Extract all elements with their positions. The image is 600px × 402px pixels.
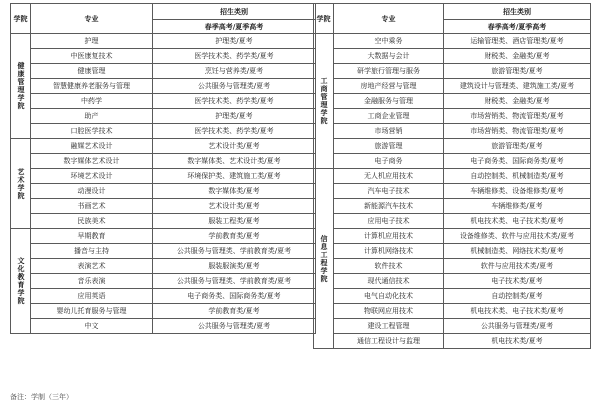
college-label: 文化教育学院 <box>17 257 25 305</box>
left-half <box>10 3 316 334</box>
major-cell: 助产 <box>31 109 153 124</box>
exam-type-cell: 自动控制类、机械制造类/夏考 <box>444 169 591 184</box>
exam-type-cell: 电子商务类、国际商务类/夏考 <box>444 154 591 169</box>
major-cell: 护理 <box>31 34 153 49</box>
exam-type-cell: 设备维修类、软件与应用技术类/夏考 <box>444 229 591 244</box>
table-row <box>11 259 316 274</box>
table-row <box>11 94 316 109</box>
table-row <box>314 334 591 349</box>
college-name <box>11 34 31 139</box>
major-cell: 中文 <box>31 319 153 334</box>
major-cell: 早期教育 <box>31 229 153 244</box>
college-name <box>314 169 334 349</box>
exam-type-cell: 数字媒体类/夏考 <box>153 184 316 199</box>
major-cell: 应用电子技术 <box>334 214 444 229</box>
exam-type-cell: 车辆维修类/夏考 <box>444 199 591 214</box>
table-row <box>11 184 316 199</box>
exam-type-cell: 电子技术类/夏考 <box>444 274 591 289</box>
exam-type-cell: 电子商务类、国际商务类/夏考 <box>153 289 316 304</box>
table-row <box>11 79 316 94</box>
major-cell: 汽车电子技术 <box>334 184 444 199</box>
table-row <box>11 139 316 154</box>
major-cell: 书画艺术 <box>31 199 153 214</box>
exam-type-cell: 机电技术类、电子技术类/夏考 <box>444 214 591 229</box>
major-cell: 电子商务 <box>334 154 444 169</box>
exam-type-cell: 环境保护类、建筑施工类/夏考 <box>153 169 316 184</box>
table-row <box>314 244 591 259</box>
major-cell: 播音与主持 <box>31 244 153 259</box>
major-cell: 软件技术 <box>334 259 444 274</box>
exam-type-cell: 市场营销类、物流管理类/夏考 <box>444 124 591 139</box>
major-cell: 计算机网络技术 <box>334 244 444 259</box>
table-row <box>314 124 591 139</box>
exam-type-header: 春季高考/夏季高考 <box>153 20 316 34</box>
exam-type-cell: 公共服务与管理类/夏考 <box>153 79 316 94</box>
exam-type-cell: 医学技术类、药学类/夏考 <box>153 124 316 139</box>
college-label: 工商管理学院 <box>320 77 328 125</box>
table-row <box>11 49 316 64</box>
table-row <box>314 64 591 79</box>
major-cell: 工商企业管理 <box>334 109 444 124</box>
table-row <box>11 319 316 334</box>
exam-type-cell: 机电技术类/夏考 <box>444 334 591 349</box>
exam-type-cell: 护理类/夏考 <box>153 34 316 49</box>
college-label: 艺术学院 <box>17 167 25 200</box>
exam-type-cell: 护理类/夏考 <box>153 109 316 124</box>
major-cell: 动漫设计 <box>31 184 153 199</box>
major-cell: 融媒艺术设计 <box>31 139 153 154</box>
table-row <box>314 289 591 304</box>
enrollment-table-document <box>10 3 590 391</box>
table-row <box>314 34 591 49</box>
right-table <box>313 3 591 349</box>
major-cell: 婴幼儿托育服务与管理 <box>31 304 153 319</box>
table-row <box>314 169 591 184</box>
exam-type-cell: 学前教育类/夏考 <box>153 229 316 244</box>
exam-type-cell: 服装服演类/夏考 <box>153 259 316 274</box>
major-cell: 物联网应用技术 <box>334 304 444 319</box>
table-row <box>11 109 316 124</box>
major-cell: 民族美术 <box>31 214 153 229</box>
exam-type-cell: 机电技术类、电子技术类/夏考 <box>444 304 591 319</box>
major-cell: 口腔医学技术 <box>31 124 153 139</box>
exam-type-cell: 服装工程类/夏考 <box>153 214 316 229</box>
table-row <box>11 169 316 184</box>
major-cell: 电气自动化技术 <box>334 289 444 304</box>
exam-type-cell: 艺术设计类/夏考 <box>153 199 316 214</box>
major-cell: 通信工程设计与监理 <box>334 334 444 349</box>
major-cell: 旅游管理 <box>334 139 444 154</box>
right-half <box>313 3 591 349</box>
table-row <box>11 34 316 49</box>
table-row <box>314 274 591 289</box>
exam-type-cell: 公共服务与管理类/夏考 <box>444 319 591 334</box>
table-row <box>11 274 316 289</box>
major-header: 专业 <box>31 4 153 34</box>
table-row <box>11 64 316 79</box>
major-cell: 中药学 <box>31 94 153 109</box>
table-row <box>11 124 316 139</box>
exam-type-cell: 公共服务与管理类/夏考 <box>153 319 316 334</box>
exam-type-cell: 艺术设计类/夏考 <box>153 139 316 154</box>
exam-type-cell: 学前教育类/夏考 <box>153 304 316 319</box>
exam-type-cell: 旅游管理类/夏考 <box>444 139 591 154</box>
enroll-type-header: 招生类别 <box>153 4 316 20</box>
major-cell: 房地产经营与管理 <box>334 79 444 94</box>
college-label: 健康管理学院 <box>17 62 25 110</box>
major-cell: 金融服务与管理 <box>334 94 444 109</box>
major-cell: 健康管理 <box>31 64 153 79</box>
table-row <box>11 154 316 169</box>
exam-type-cell: 烹饪与营养类/夏考 <box>153 64 316 79</box>
table-row <box>314 79 591 94</box>
major-cell: 新能源汽车技术 <box>334 199 444 214</box>
major-cell: 市场营销 <box>334 124 444 139</box>
table-row <box>314 49 591 64</box>
table-row <box>314 214 591 229</box>
major-cell: 大数据与会计 <box>334 49 444 64</box>
table-row <box>314 154 591 169</box>
major-cell: 现代通信技术 <box>334 274 444 289</box>
major-header: 专业 <box>334 4 444 34</box>
table-row <box>314 259 591 274</box>
exam-type-cell: 公共服务与管理类、学前教育类/夏考 <box>153 274 316 289</box>
exam-type-cell: 运输管理类、酒店管理类/夏考 <box>444 34 591 49</box>
major-cell: 研学旅行管理与服务 <box>334 64 444 79</box>
major-cell: 应用英语 <box>31 289 153 304</box>
major-cell: 中医康复技术 <box>31 49 153 64</box>
college-label: 信息工程学院 <box>320 234 328 283</box>
major-cell: 计算机应用技术 <box>334 229 444 244</box>
table-row <box>314 184 591 199</box>
college-header: 学院 <box>11 4 31 34</box>
major-cell: 环境艺术设计 <box>31 169 153 184</box>
table-row <box>11 289 316 304</box>
enroll-type-header: 招生类别 <box>444 4 591 20</box>
table-row <box>11 199 316 214</box>
major-cell: 表演艺术 <box>31 259 153 274</box>
major-cell: 音乐表演 <box>31 274 153 289</box>
table-row <box>11 214 316 229</box>
exam-type-cell: 车辆维修类、设备维修类/夏考 <box>444 184 591 199</box>
table-row <box>314 319 591 334</box>
table-row <box>11 244 316 259</box>
major-cell: 无人机应用技术 <box>334 169 444 184</box>
table-row <box>314 199 591 214</box>
exam-type-cell: 旅游管理类/夏考 <box>444 64 591 79</box>
major-cell: 智慧健康养老服务与管理 <box>31 79 153 94</box>
college-name <box>11 139 31 229</box>
exam-type-cell: 财税类、金融类/夏考 <box>444 94 591 109</box>
left-table <box>10 3 316 334</box>
exam-type-cell: 机械制造类、网络技术类/夏考 <box>444 244 591 259</box>
college-name <box>11 229 31 334</box>
major-cell: 数字媒体艺术设计 <box>31 154 153 169</box>
exam-type-cell: 医学技术类、药学类/夏考 <box>153 49 316 64</box>
major-cell: 空中乘务 <box>334 34 444 49</box>
table-row <box>11 304 316 319</box>
exam-type-cell: 市场营销类、物流管理类/夏考 <box>444 109 591 124</box>
exam-type-cell: 建筑设计与管理类、建筑施工类/夏考 <box>444 79 591 94</box>
exam-type-cell: 公共服务与管理类、学前教育类/夏考 <box>153 244 316 259</box>
college-header: 学院 <box>314 4 334 34</box>
exam-type-cell: 软件与应用技术类/夏考 <box>444 259 591 274</box>
exam-type-cell: 医学技术类、药学类/夏考 <box>153 94 316 109</box>
table-row <box>314 304 591 319</box>
footnote: 备注：学制（三年） <box>10 393 73 401</box>
table-row <box>314 109 591 124</box>
exam-type-header: 春季高考/夏季高考 <box>444 20 591 34</box>
table-row <box>314 94 591 109</box>
table-row <box>314 139 591 154</box>
major-cell: 建设工程管理 <box>334 319 444 334</box>
exam-type-cell: 财税类、金融类/夏考 <box>444 49 591 64</box>
college-name <box>314 34 334 169</box>
exam-type-cell: 自动控制类/夏考 <box>444 289 591 304</box>
table-row <box>11 229 316 244</box>
table-row <box>314 229 591 244</box>
exam-type-cell: 数字媒体类、艺术设计类/夏考 <box>153 154 316 169</box>
